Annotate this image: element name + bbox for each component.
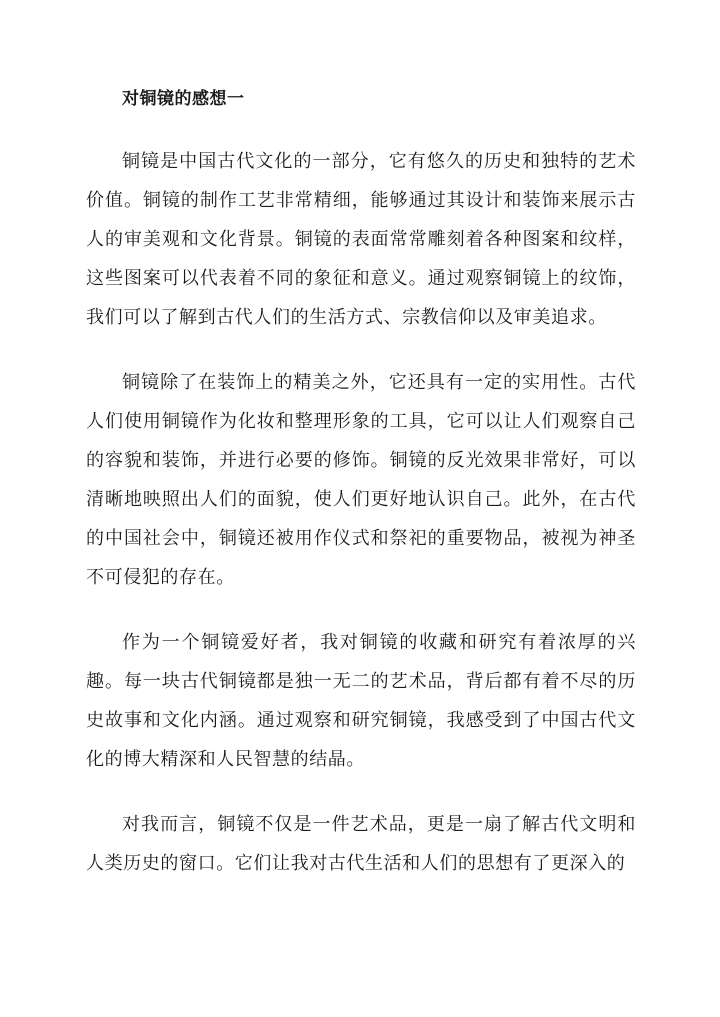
paragraph-2: 铜镜除了在装饰上的精美之外，它还具有一定的实用性。古代人们使用铜镜作为化妆和整理形象的工具，它可以让人们观察自己的容貌和装饰，并进行必要的修饰。铜镜的反光效果非常好，可以清晰地映照出人们的面貌，使人们更好地认识自己。此外，在古代的中国社会中，铜镜还被用作仪式和祭祀的重要物品，被视为神圣不可侵犯的存在。 [86, 372, 636, 588]
paragraph-3: 作为一个铜镜爱好者，我对铜镜的收藏和研究有着浓厚的兴趣。每一块古代铜镜都是独一无二的艺术品，背后都有着不尽的历史故事和文化内涵。通过观察和研究铜镜，我感受到了中国古代文化的博大精深和人民智慧的结晶。 [86, 632, 636, 770]
paragraph-4: 对我而言，铜镜不仅是一件艺术品，更是一扇了解古代文明和人类历史的窗口。它们让我对古代生活和人们的思想有了更深入的 [86, 814, 636, 874]
document-title: 对铜镜的感想一 [122, 89, 245, 109]
paragraph-1: 铜镜是中国古代文化的一部分，它有悠久的历史和独特的艺术价值。铜镜的制作工艺非常精细，能够通过其设计和装饰来展示古人的审美观和文化背景。铜镜的表面常常雕刻着各种图案和纹样，这些图案可以代表着不同的象征和意义。通过观察铜镜上的纹饰，我们可以了解到古代人们的生活方式、宗教信仰以及审美追求。 [86, 151, 636, 328]
document-body [86, 86, 636, 909]
